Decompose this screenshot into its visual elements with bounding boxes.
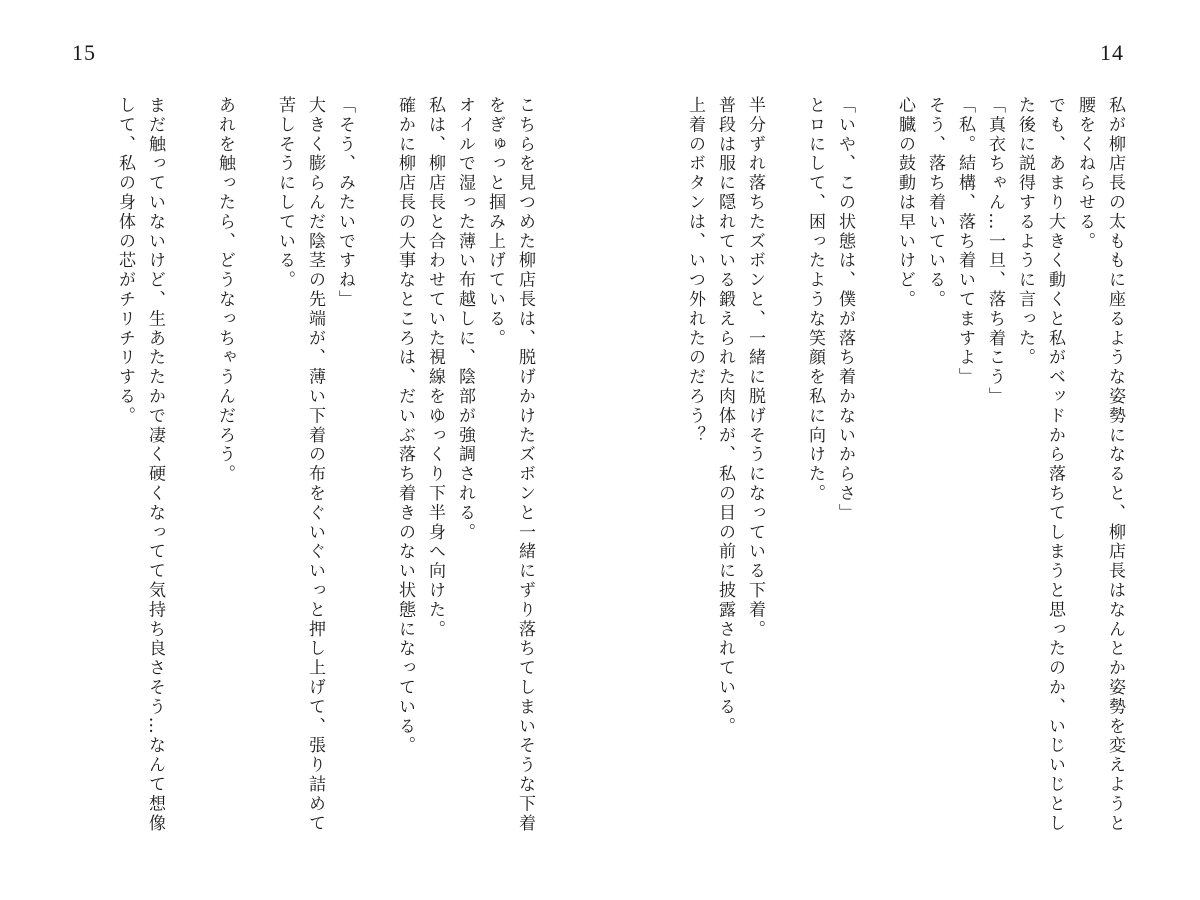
text-column: 腰をくねらせる。 bbox=[1075, 96, 1095, 252]
text-column: とロにして、困ったような笑顔を私に向けた。 bbox=[805, 96, 825, 504]
text-column: まだ触っていないけど、生あたたかで凄く硬くなってて気持ち良さそう…なんて想像 bbox=[145, 96, 165, 834]
text-column bbox=[240, 96, 270, 856]
text-column: をぎゅっと掴み上げている。 bbox=[485, 96, 505, 349]
text-column: 「私。結構、落ち着いてますよ」 bbox=[955, 96, 975, 387]
text-column: 大きく膨らんだ陰茎の先端が、薄い下着の布をぐいぐいっと押し上げて、張り詰めて bbox=[305, 96, 325, 834]
text-column: 確かに柳店長の大事なところは、だいぶ落ち着きのない状態になっている。 bbox=[395, 96, 415, 756]
page-number-right: 14 bbox=[1100, 40, 1124, 65]
text-column: あれを触ったら、どうなっちゃうんだろう。 bbox=[215, 96, 235, 484]
text-column: 「そう、みたいですね」 bbox=[335, 96, 355, 310]
text-column bbox=[770, 96, 800, 856]
text-column: そう、落ち着いている。 bbox=[925, 96, 945, 310]
text-column: 私は、柳店長と合わせていた視線をゆっくり下半身へ向けた。 bbox=[425, 96, 445, 640]
text-column: 上着のボタンは、いつ外れたのだろう？ bbox=[685, 96, 705, 446]
text-column: 半分ずれ落ちたズボンと、一緒に脱げそうになっている下着。 bbox=[745, 96, 765, 640]
page-number-left: 15 bbox=[72, 40, 96, 65]
text-column: オイルで湿った薄い布越しに、陰部が強調される。 bbox=[455, 96, 475, 543]
text-column bbox=[360, 96, 390, 856]
text-column: 苦しそうにしている。 bbox=[275, 96, 295, 290]
text-column: でも、あまり大きく動くと私がベッドから落ちてしまうと思ったのか、いじいじとし bbox=[1045, 96, 1065, 834]
text-column: こちらを見つめた柳店長は、脱げかけたズボンと一緒にずり落ちてしまいそうな下着 bbox=[515, 96, 535, 834]
text-column: 私が柳店長の太ももに座るような姿勢になると、柳店長はなんとか姿勢を変えようと bbox=[1105, 96, 1125, 834]
text-column bbox=[180, 96, 210, 856]
text-column: 「真衣ちゃん…一旦、落ち着こう」 bbox=[985, 96, 1005, 407]
text-column: して、私の身体の芯がチリチリする。 bbox=[115, 96, 135, 426]
text-column: 心臓の鼓動は早いけど。 bbox=[895, 96, 915, 310]
text-column: た後に説得するように言った。 bbox=[1015, 96, 1035, 368]
text-column bbox=[860, 96, 890, 856]
text-column: 普段は服に隠れている鍛えられた肉体が、私の目の前に披露されている。 bbox=[715, 96, 735, 737]
text-column: 「いや、この状態は、僕が落ち着かないからさ」 bbox=[835, 96, 855, 523]
